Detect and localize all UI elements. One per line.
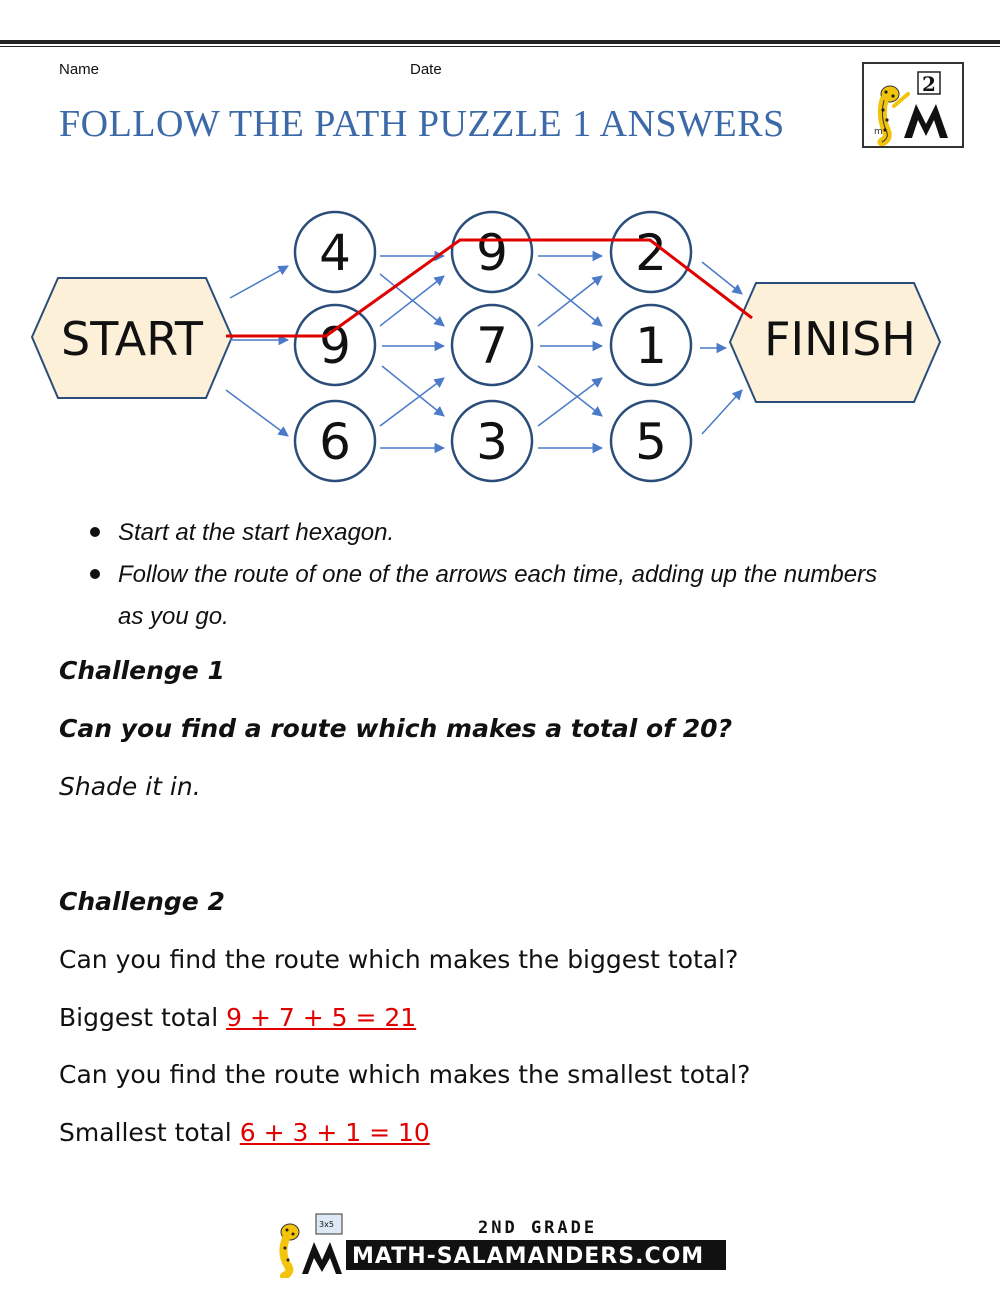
challenge-1-heading: Challenge 1 [59,656,225,685]
footer-site: MATH-SALAMANDERS.COM [352,1244,705,1269]
smallest-total-answer: 6 + 3 + 1 = 10 [239,1118,430,1147]
date-label: Date [410,61,442,78]
start-hexagon [32,278,232,398]
column-3 [611,212,691,481]
top-rule-thin [0,46,1000,47]
finish-hexagon [730,283,940,402]
node-c1-top: 4 [319,224,351,282]
finish-label: FINISH [764,312,916,366]
smallest-total-label: Smallest total [59,1118,232,1147]
instruction-item: Start at the start hexagon. [88,512,908,554]
biggest-total-answer: 9 + 7 + 5 = 21 [226,1003,417,1032]
biggest-total-line [59,1003,416,1032]
instruction-list [88,512,908,638]
salamander-logo [862,62,964,148]
node-c1-bottom: 6 [319,413,351,471]
challenge-1-instruction: Shade it in. [59,772,201,801]
name-label: Name [59,61,100,78]
instruction-item: Follow the route of one of the arrows each time, adding up the numbers as you go. [88,554,908,638]
svg-text:3x5: 3x5 [319,1220,334,1229]
node-c2-top: 9 [476,224,508,282]
node-c3-middle: 1 [635,317,667,375]
biggest-question: Can you find the route which makes the biggest total? [59,945,739,974]
footer-logo [270,1212,730,1283]
svg-text:m: m [874,127,883,137]
column-1 [295,212,375,481]
salamander-icon [874,86,908,142]
node-c3-top: 2 [635,224,667,282]
node-c3-bottom: 5 [635,413,667,471]
start-label: START [61,312,203,366]
challenge-2-heading: Challenge 2 [59,887,225,916]
footer-grade: 2ND GRADE [478,1218,598,1238]
node-c2-middle: 7 [476,317,508,375]
biggest-total-label: Biggest total [59,1003,219,1032]
column-2 [452,212,532,481]
node-c1-middle: 9 [319,317,351,375]
path-puzzle-diagram [0,195,1000,495]
top-rule [0,40,1000,44]
smallest-total-line [59,1118,430,1147]
page-title: FOLLOW THE PATH PUZZLE 1 ANSWERS [59,103,785,145]
challenge-1-question: Can you find a route which makes a total of 20? [59,714,733,743]
node-c2-bottom: 3 [476,413,508,471]
logo-numeral: 2 [922,72,936,96]
smallest-question: Can you find the route which makes the smallest total? [59,1060,751,1089]
footer-salamander-icon [281,1214,342,1276]
